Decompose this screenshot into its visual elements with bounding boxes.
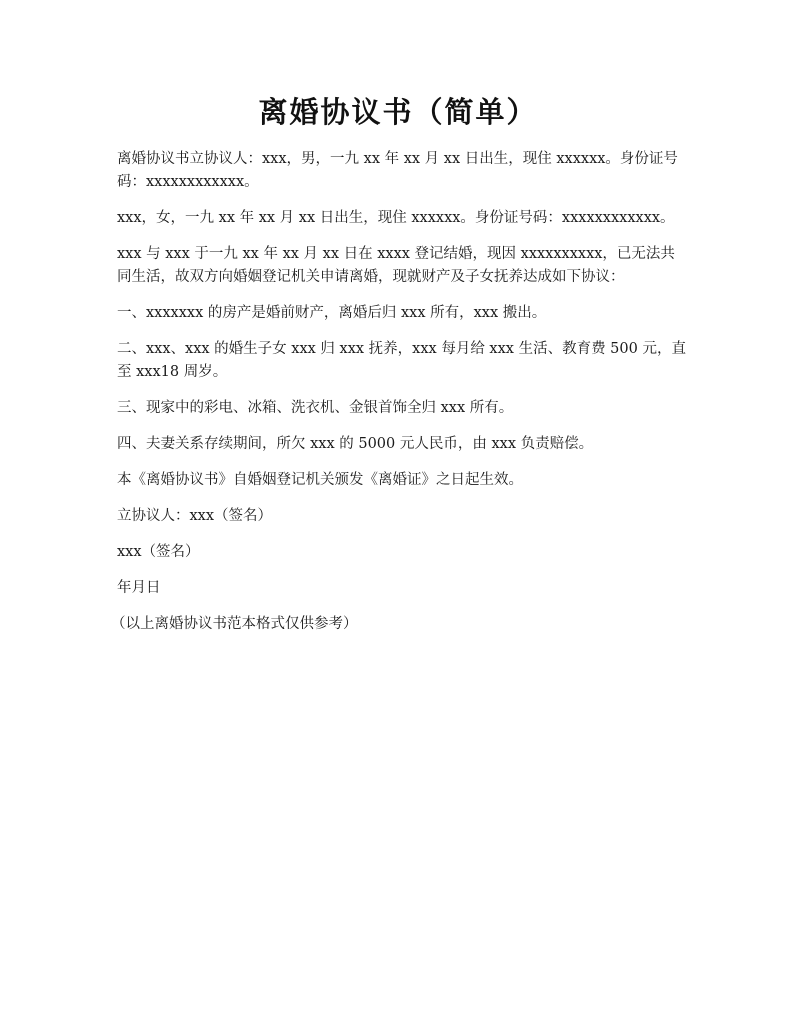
signatory-two-line: xxx（签名） <box>117 544 200 560</box>
party-one-paragraph: 离婚协议书立协议人：xxx，男，一九 xx 年 xx 月 xx 日出生，现住 xxxxxx。身份证号码：xxxxxxxxxxxx。 <box>117 151 678 190</box>
document-body <box>111 148 687 649</box>
clause-three-paragraph: 三、现家中的彩电、冰箱、洗衣机、金银首饰全归 xxx 所有。 <box>117 400 514 416</box>
date-line: 年月日 <box>117 580 161 596</box>
document-title: 离婚协议书（简单） <box>258 95 538 129</box>
clause-four-paragraph: 四、夫妻关系存续期间，所欠 xxx 的 5000 元人民币，由 xxx 负责赔偿。 <box>117 436 594 452</box>
clause-two-paragraph: 二、xxx、xxx 的婚生子女 xxx 归 xxx 抚养，xxx 每月给 xxx 生活、教育费 500 元，直至 xxx18 周岁。 <box>117 341 686 380</box>
effective-date-paragraph: 本《离婚协议书》自婚姻登记机关颁发《离婚证》之日起生效。 <box>117 472 523 488</box>
marriage-background-paragraph: xxx 与 xxx 于一九 xx 年 xx 月 xx 日在 xxxx 登记结婚，现因 xxxxxxxxxx，已无法共同生活，故双方向婚姻登记机关申请离婚，现就财产及子女抚养达成如下协议： <box>117 246 675 285</box>
clause-one-paragraph: 一、xxxxxxx 的房产是婚前财产，离婚后归 xxx 所有，xxx 搬出。 <box>117 305 547 321</box>
reference-note: （以上离婚协议书范本格式仅供参考） <box>111 616 358 632</box>
party-two-paragraph: xxx，女，一九 xx 年 xx 月 xx 日出生，现住 xxxxxx。身份证号码：xxxxxxxxxxxx。 <box>117 210 675 226</box>
signatory-one-line: 立协议人：xxx（签名） <box>117 508 273 524</box>
